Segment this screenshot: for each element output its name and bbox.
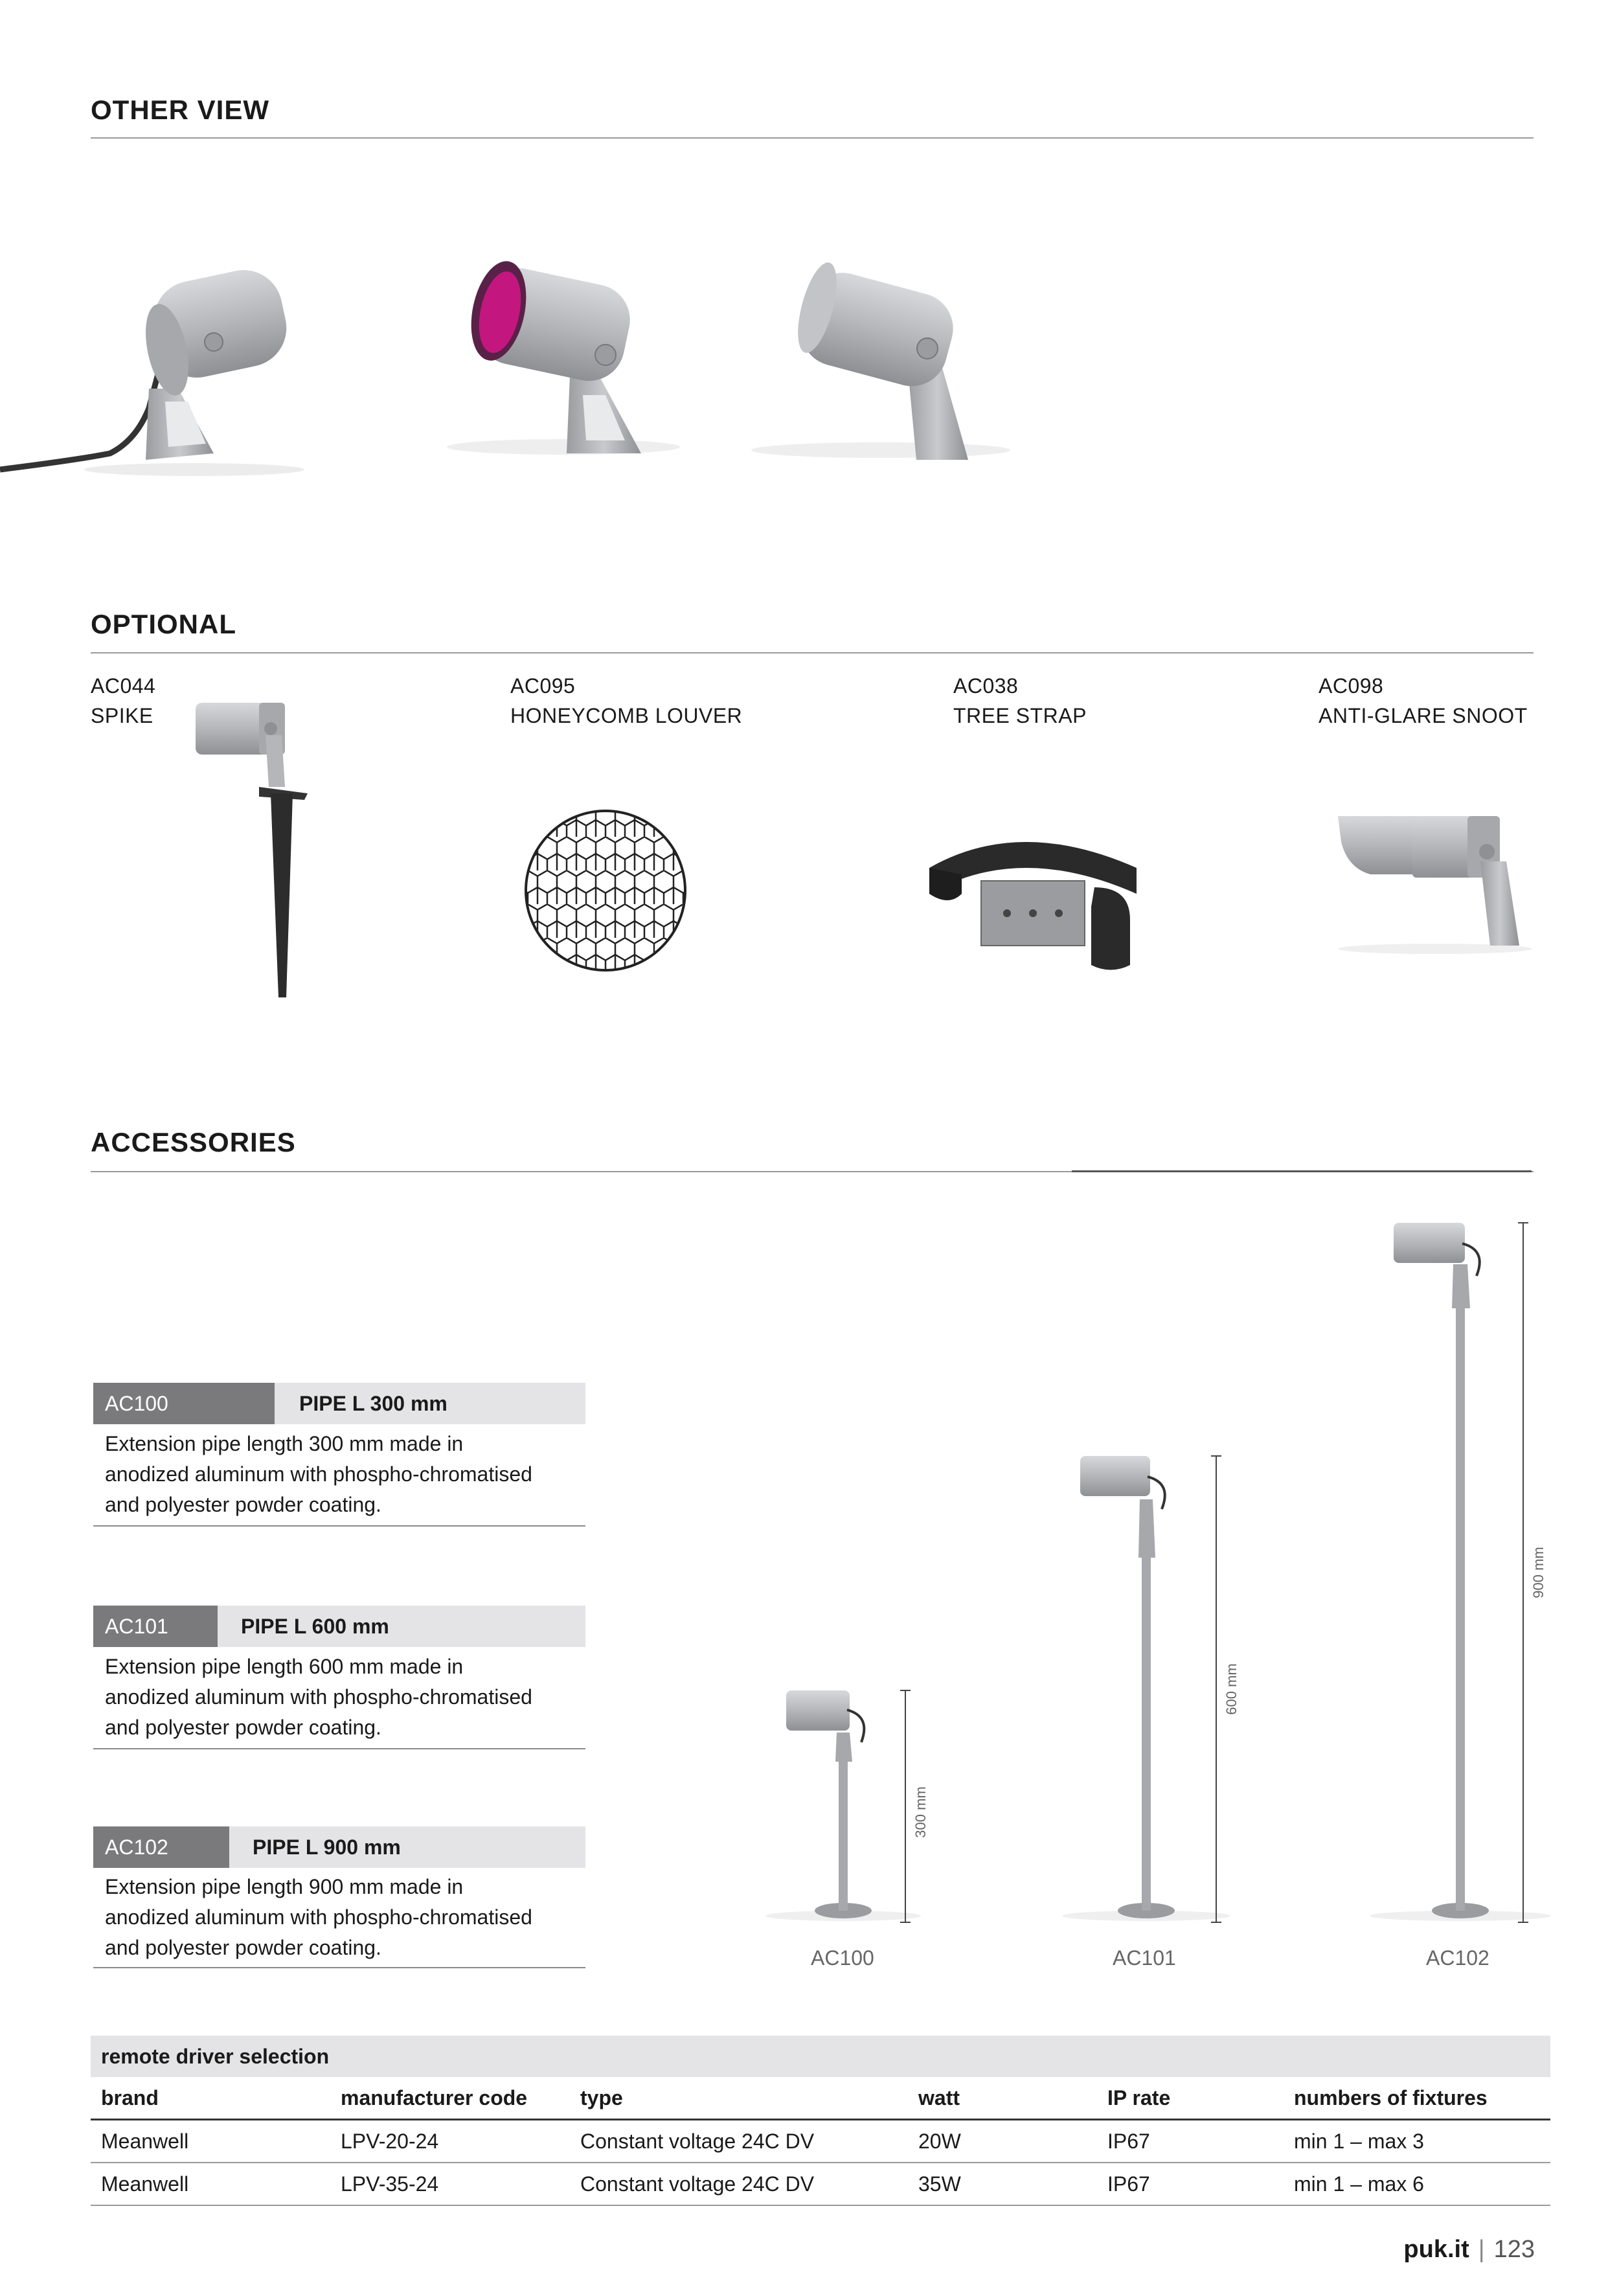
optional-item-honeycomb — [510, 671, 742, 731]
section-title-optional: OPTIONAL — [91, 609, 236, 639]
item-name: HONEYCOMB LOUVER — [510, 704, 743, 727]
table-row — [91, 2120, 1550, 2163]
description-line: Extension pipe length 300 mm made in — [105, 1432, 464, 1455]
table-row — [91, 2163, 1550, 2205]
description-line: and polyester powder coating. — [105, 1493, 381, 1516]
item-code: AC098 — [1319, 674, 1384, 698]
accessory-description — [105, 1429, 584, 1520]
item-code: AC095 — [510, 674, 576, 698]
optional-item-spike — [91, 671, 155, 731]
optional-item-snoot — [1319, 671, 1528, 731]
spotlight-view-side — [751, 258, 1010, 460]
description-line: anodized aluminum with phospho-chromatised — [105, 1905, 532, 1929]
description-line: Extension pipe length 600 mm made in — [105, 1655, 464, 1678]
section-rule — [91, 652, 1534, 654]
snoot-image — [1331, 803, 1532, 959]
description-line: and polyester powder coating. — [105, 1716, 381, 1739]
accessory-description — [105, 1872, 584, 1963]
accessory-header-ac101 — [93, 1606, 585, 1647]
tree-strap-image — [923, 823, 1156, 978]
accessory-divider — [93, 1967, 585, 1968]
description-line: anodized aluminum with phospho-chromatised — [105, 1462, 532, 1486]
pipe-caption-ac100: AC100 — [811, 1946, 874, 1970]
column-header: IP rate — [1097, 2077, 1284, 2120]
table-title: remote driver selection — [91, 2036, 1550, 2077]
table-cell: min 1 – max 6 — [1284, 2163, 1550, 2205]
table-cell: LPV-20-24 — [330, 2120, 570, 2163]
dimension-label-ac102: 900 mm — [1530, 1547, 1546, 1598]
pipe-caption-ac102: AC102 — [1426, 1946, 1489, 1970]
table-cell: IP67 — [1097, 2120, 1284, 2163]
item-name: TREE STRAP — [953, 704, 1087, 727]
table-cell: LPV-35-24 — [330, 2163, 570, 2205]
item-name: ANTI-GLARE SNOOT — [1319, 704, 1528, 727]
accessory-code: AC100 — [93, 1383, 275, 1424]
dimension-label-ac100: 300 mm — [912, 1786, 929, 1838]
table-cell: 20W — [908, 2120, 1097, 2163]
pipe-caption-ac101: AC101 — [1113, 1946, 1176, 1970]
accessory-divider — [93, 1525, 585, 1527]
spike-image — [188, 696, 337, 1001]
column-header: brand — [91, 2077, 330, 2120]
page-footer — [1403, 2236, 1535, 2264]
column-header: numbers of fixtures — [1284, 2077, 1550, 2120]
pipe-ac100-image — [765, 1690, 921, 1921]
table-cell: Constant voltage 24C DV — [570, 2120, 908, 2163]
spotlight-view-back — [0, 263, 304, 476]
table-cell: min 1 – max 3 — [1284, 2120, 1550, 2163]
page-number: 123 — [1493, 2236, 1535, 2263]
accessory-code: AC101 — [93, 1606, 218, 1647]
pipes-illustration — [764, 1218, 1554, 1930]
accessory-title: PIPE L 300 mm — [299, 1392, 447, 1415]
section-rule-accent — [1072, 1170, 1532, 1172]
accessory-title: PIPE L 900 mm — [253, 1836, 401, 1859]
section-title-other-view: OTHER VIEW — [91, 95, 270, 125]
accessory-divider — [93, 1748, 585, 1749]
column-header: watt — [908, 2077, 1097, 2120]
table-cell: 35W — [908, 2163, 1097, 2205]
product-views-image — [0, 246, 1010, 492]
honeycomb-image — [518, 803, 693, 978]
table-cell: IP67 — [1097, 2163, 1284, 2205]
accessory-description — [105, 1652, 584, 1743]
dimension-label-ac101: 600 mm — [1223, 1663, 1240, 1715]
column-header: manufacturer code — [330, 2077, 570, 2120]
table-cell: Constant voltage 24C DV — [570, 2163, 908, 2205]
accessory-title: PIPE L 600 mm — [241, 1615, 389, 1638]
remote-driver-table — [91, 2036, 1550, 2206]
description-line: anodized aluminum with phospho-chromatised — [105, 1685, 532, 1709]
description-line: and polyester powder coating. — [105, 1936, 381, 1959]
pipe-ac101-image — [1062, 1456, 1230, 1921]
item-code: AC044 — [91, 674, 156, 698]
table-cell: Meanwell — [91, 2163, 330, 2205]
accessory-header-ac100 — [93, 1383, 585, 1424]
section-rule — [91, 137, 1534, 139]
table-title-row — [91, 2036, 1550, 2077]
section-title-accessories: ACCESSORIES — [91, 1127, 296, 1157]
description-line: Extension pipe length 900 mm made in — [105, 1875, 464, 1898]
column-header: type — [570, 2077, 908, 2120]
item-name: SPIKE — [91, 704, 153, 727]
optional-item-tree-strap — [953, 671, 1087, 731]
accessory-header-ac102 — [93, 1826, 585, 1868]
table-header-row — [91, 2077, 1550, 2120]
item-code: AC038 — [953, 674, 1019, 698]
spotlight-view-front — [447, 256, 680, 455]
footer-separator: | — [1478, 2236, 1485, 2263]
site-link[interactable]: puk.it — [1403, 2236, 1469, 2263]
table-cell: Meanwell — [91, 2120, 330, 2163]
accessory-code: AC102 — [93, 1826, 229, 1868]
